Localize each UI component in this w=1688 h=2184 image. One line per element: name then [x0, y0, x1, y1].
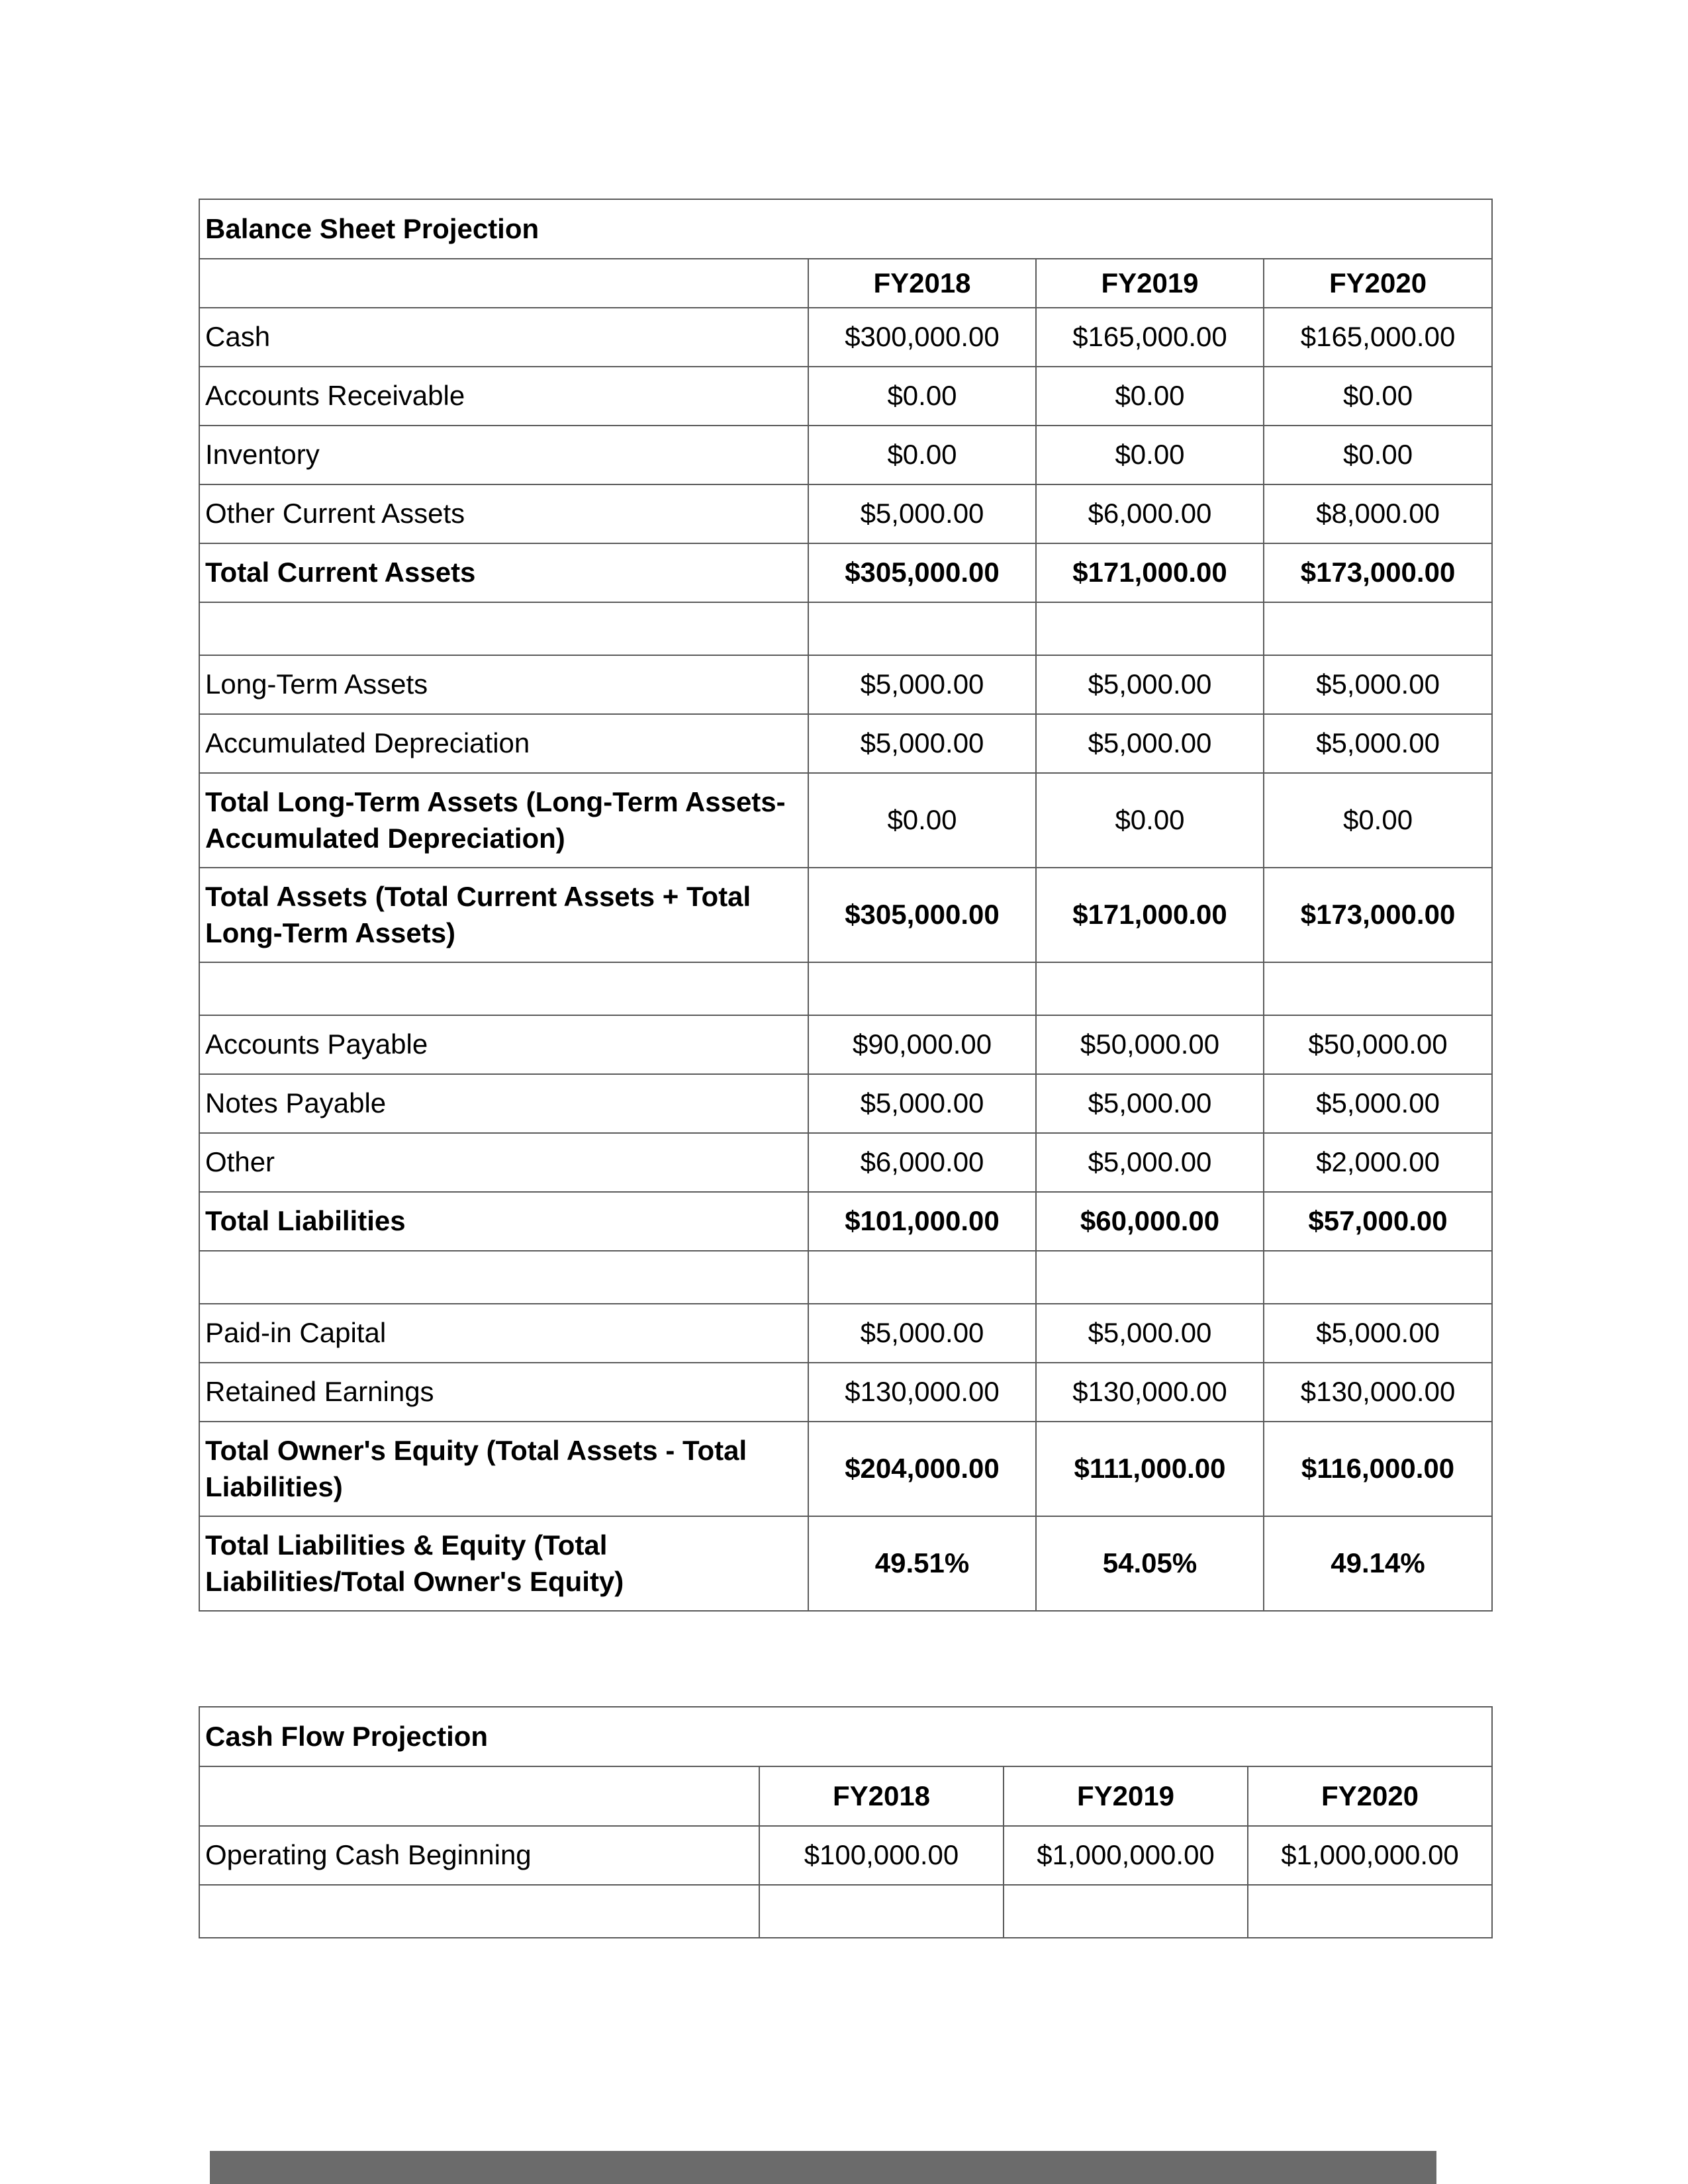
- value-cell: $5,000.00: [1264, 1074, 1492, 1133]
- value-cell: $111,000.00: [1036, 1422, 1264, 1516]
- table-row: [199, 484, 1492, 543]
- table-row: [199, 655, 1492, 714]
- value-cell: [808, 602, 1036, 655]
- column-header-fy2018: FY2018: [759, 1766, 1004, 1826]
- column-header-fy2018: FY2018: [808, 259, 1036, 308]
- value-cell: [1036, 962, 1264, 1015]
- row-label: Total Assets (Total Current Assets + Total Long-Term Assets): [199, 868, 808, 962]
- value-cell: $165,000.00: [1264, 308, 1492, 367]
- row-label: Retained Earnings: [199, 1363, 808, 1422]
- value-cell: 54.05%: [1036, 1516, 1264, 1611]
- value-cell: $116,000.00: [1264, 1422, 1492, 1516]
- row-label: [199, 602, 808, 655]
- row-label: Accounts Receivable: [199, 367, 808, 426]
- value-cell: $0.00: [1036, 426, 1264, 484]
- value-cell: $5,000.00: [1036, 655, 1264, 714]
- value-cell: $0.00: [1264, 773, 1492, 868]
- value-cell: $5,000.00: [1264, 655, 1492, 714]
- value-cell: $305,000.00: [808, 868, 1036, 962]
- value-cell: 49.14%: [1264, 1516, 1492, 1611]
- header-blank-cell: [199, 259, 808, 308]
- value-cell: [1036, 602, 1264, 655]
- balance-sheet-title: Balance Sheet Projection: [199, 199, 1492, 259]
- value-cell: $0.00: [1264, 426, 1492, 484]
- value-cell: [808, 1251, 1036, 1304]
- table-row: [199, 714, 1492, 773]
- spacer-row: [199, 1885, 1492, 1938]
- value-cell: $173,000.00: [1264, 543, 1492, 602]
- value-cell: $6,000.00: [1036, 484, 1264, 543]
- value-cell: $50,000.00: [1036, 1015, 1264, 1074]
- table-row: [199, 543, 1492, 602]
- row-label: Total Liabilities: [199, 1192, 808, 1251]
- row-label: Long-Term Assets: [199, 655, 808, 714]
- value-cell: $130,000.00: [1264, 1363, 1492, 1422]
- value-cell: $173,000.00: [1264, 868, 1492, 962]
- value-cell: [808, 962, 1036, 1015]
- row-label: Total Liabilities & Equity (Total Liabilities/Total Owner's Equity): [199, 1516, 808, 1611]
- value-cell: $5,000.00: [1264, 1304, 1492, 1363]
- value-cell: [1264, 1251, 1492, 1304]
- table-row: [199, 1304, 1492, 1363]
- value-cell: $5,000.00: [808, 714, 1036, 773]
- column-header-fy2019: FY2019: [1004, 1766, 1248, 1826]
- table-row: [199, 773, 1492, 868]
- value-cell: $0.00: [1264, 367, 1492, 426]
- table-row: [199, 426, 1492, 484]
- table-row: [199, 1015, 1492, 1074]
- row-label: Accumulated Depreciation: [199, 714, 808, 773]
- table-row: [199, 1133, 1492, 1192]
- value-cell: $300,000.00: [808, 308, 1036, 367]
- value-cell: [1004, 1885, 1248, 1938]
- table-row: [199, 367, 1492, 426]
- table-row: [199, 1363, 1492, 1422]
- value-cell: $130,000.00: [1036, 1363, 1264, 1422]
- value-cell: $1,000,000.00: [1248, 1826, 1492, 1885]
- row-label: [199, 962, 808, 1015]
- value-cell: [1264, 962, 1492, 1015]
- value-cell: [1264, 602, 1492, 655]
- balance-sheet-table: [199, 199, 1493, 1612]
- value-cell: [1036, 1251, 1264, 1304]
- row-label: Total Current Assets: [199, 543, 808, 602]
- value-cell: 49.51%: [808, 1516, 1036, 1611]
- cash-flow-title: Cash Flow Projection: [199, 1707, 1492, 1766]
- value-cell: $101,000.00: [808, 1192, 1036, 1251]
- table-row: [199, 868, 1492, 962]
- value-cell: $165,000.00: [1036, 308, 1264, 367]
- value-cell: $0.00: [808, 773, 1036, 868]
- value-cell: $0.00: [1036, 367, 1264, 426]
- value-cell: $5,000.00: [1264, 714, 1492, 773]
- table-row: [199, 1826, 1492, 1885]
- value-cell: $171,000.00: [1036, 868, 1264, 962]
- table-row: [199, 308, 1492, 367]
- value-cell: $5,000.00: [808, 484, 1036, 543]
- row-label: Notes Payable: [199, 1074, 808, 1133]
- value-cell: $0.00: [808, 426, 1036, 484]
- value-cell: $5,000.00: [1036, 714, 1264, 773]
- value-cell: $8,000.00: [1264, 484, 1492, 543]
- row-label: [199, 1885, 759, 1938]
- value-cell: $5,000.00: [808, 655, 1036, 714]
- row-label: Other: [199, 1133, 808, 1192]
- value-cell: $0.00: [808, 367, 1036, 426]
- table-row: [199, 1192, 1492, 1251]
- value-cell: $130,000.00: [808, 1363, 1036, 1422]
- value-cell: $5,000.00: [1036, 1074, 1264, 1133]
- value-cell: [759, 1885, 1004, 1938]
- row-label: Accounts Payable: [199, 1015, 808, 1074]
- row-label: Operating Cash Beginning: [199, 1826, 759, 1885]
- value-cell: $204,000.00: [808, 1422, 1036, 1516]
- spacer-row: [199, 1251, 1492, 1304]
- value-cell: $5,000.00: [808, 1074, 1036, 1133]
- column-header-fy2020: FY2020: [1248, 1766, 1492, 1826]
- value-cell: $100,000.00: [759, 1826, 1004, 1885]
- header-blank-cell: [199, 1766, 759, 1826]
- value-cell: $1,000,000.00: [1004, 1826, 1248, 1885]
- table-row: [199, 1516, 1492, 1611]
- value-cell: $5,000.00: [1036, 1304, 1264, 1363]
- row-label: Total Long-Term Assets (Long-Term Assets- Accumulated Depreciation): [199, 773, 808, 868]
- footer-bar: [210, 2151, 1436, 2184]
- value-cell: $2,000.00: [1264, 1133, 1492, 1192]
- column-header-fy2020: FY2020: [1264, 259, 1492, 308]
- value-cell: $171,000.00: [1036, 543, 1264, 602]
- row-label: Cash: [199, 308, 808, 367]
- value-cell: $5,000.00: [1036, 1133, 1264, 1192]
- value-cell: $60,000.00: [1036, 1192, 1264, 1251]
- row-label: Other Current Assets: [199, 484, 808, 543]
- row-label: Paid-in Capital: [199, 1304, 808, 1363]
- value-cell: $5,000.00: [808, 1304, 1036, 1363]
- value-cell: $90,000.00: [808, 1015, 1036, 1074]
- table-row: [199, 1422, 1492, 1516]
- value-cell: [1248, 1885, 1492, 1938]
- value-cell: $305,000.00: [808, 543, 1036, 602]
- cash-flow-table: [199, 1706, 1493, 1938]
- table-row: [199, 1074, 1492, 1133]
- row-label: Total Owner's Equity (Total Assets - Total Liabilities): [199, 1422, 808, 1516]
- row-label: [199, 1251, 808, 1304]
- value-cell: $57,000.00: [1264, 1192, 1492, 1251]
- spacer-row: [199, 962, 1492, 1015]
- value-cell: $6,000.00: [808, 1133, 1036, 1192]
- spacer-row: [199, 602, 1492, 655]
- row-label: Inventory: [199, 426, 808, 484]
- column-header-fy2019: FY2019: [1036, 259, 1264, 308]
- value-cell: $50,000.00: [1264, 1015, 1492, 1074]
- value-cell: $0.00: [1036, 773, 1264, 868]
